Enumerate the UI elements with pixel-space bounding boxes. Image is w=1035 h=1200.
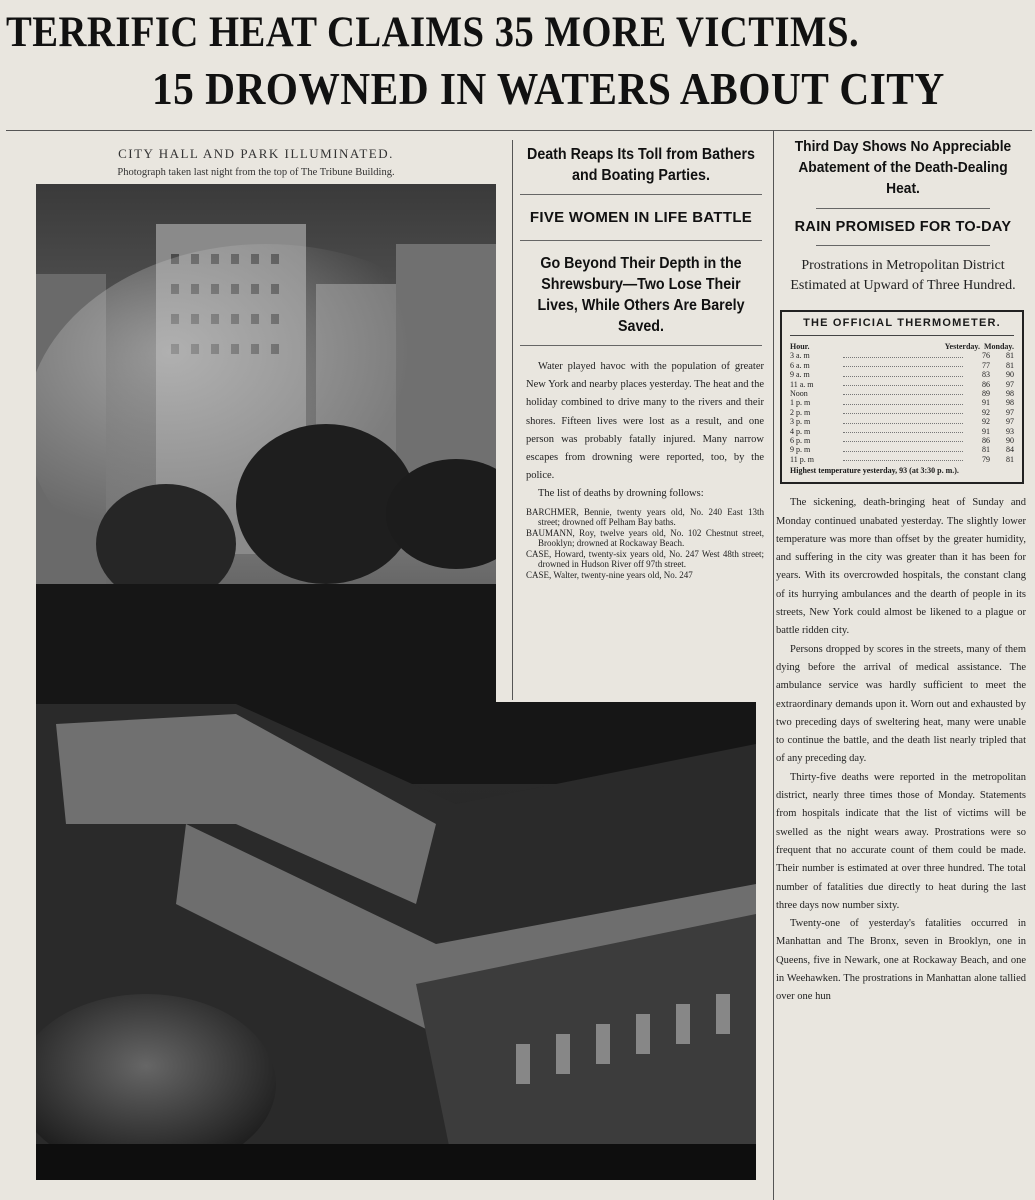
leader-dots (843, 398, 963, 404)
drowning-deck-2: FIVE WOMEN IN LIFE BATTLE (529, 209, 753, 226)
thermometer-yesterday-value: 86 (982, 379, 990, 389)
thermometer-yesterday-value: 92 (982, 407, 990, 417)
leader-dots (843, 380, 963, 386)
thermometer-monday-value: 81 (1006, 351, 1014, 361)
thermometer-monday-value: 84 (1006, 445, 1014, 455)
thermometer-row (790, 361, 1014, 370)
heat-deck-1: Third Day Shows No Appreciable Abatement of the Death-Dealing Heat. (794, 138, 1012, 197)
thermometer-hour: Noon (790, 389, 808, 399)
thermometer-row (790, 427, 1014, 436)
headline-primary: TERRIFIC HEAT CLAIMS 35 MORE VICTIMS. (6, 9, 860, 56)
victim-entry: CASE, Walter, twenty-nine years old, No. 247 (526, 569, 693, 580)
deck-divider (816, 245, 990, 246)
deck-divider (816, 208, 990, 209)
deck-divider (520, 345, 762, 346)
official-thermometer-box (780, 310, 1024, 484)
column-rule (773, 130, 774, 1200)
photo-credit: Photograph taken last night from the top of The Tribune Building. (117, 167, 395, 178)
thermometer-yesterday-value: 83 (982, 370, 990, 380)
deck-divider (520, 240, 762, 241)
thermometer-hour: 11 a. m (790, 379, 814, 389)
thermometer-row (790, 408, 1014, 417)
heat-paragraph: The sickening, death-bringing heat of Sunday and Monday continued unabated yesterday. The slightly lower temperature was more than offset by the greater humidity, and suffering in the city was greater than it has been for years. With its overcrowded hospitals, the constant clang of its hurrying ambulances and the dearth of people in its streets, New York could almost be likened to a plague or battle ridden city. (776, 497, 1026, 637)
thermometer-yesterday-value: 89 (982, 389, 990, 399)
thermometer-hour: 3 p. m (790, 417, 811, 427)
leader-dots (843, 427, 963, 433)
leader-dots (843, 370, 963, 376)
thermometer-monday-value: 98 (1006, 389, 1014, 399)
leader-dots (843, 361, 963, 367)
thermometer-header-row (790, 342, 1014, 351)
thermometer-yesterday-value: 92 (982, 417, 990, 427)
drowning-body: Water played havoc with the population of greater New York and nearby places yesterday. The heat and the holiday combined to drive many to the rivers and their shores. Fifteen lives were lost as a result, and one person was probably fatally injured. Many narrow escapes from drowning were reported, too, by the police. (526, 361, 764, 482)
thermometer-col-hour: Hour. (790, 342, 810, 351)
deck-divider (520, 194, 762, 195)
victim-entry: BARCHMER, Bennie, twenty years old, No. 240 East 13th street; drowned off Pelham Bay baths. (526, 506, 764, 528)
thermometer-col-monday: Monday. (983, 342, 1014, 351)
thermometer-row (790, 445, 1014, 454)
thermometer-row (790, 417, 1014, 426)
thermometer-monday-value: 81 (1006, 454, 1014, 464)
leader-dots (843, 351, 963, 357)
thermometer-yesterday-value: 77 (982, 360, 990, 370)
heat-deck-2: RAIN PROMISED FOR TO-DAY (794, 219, 1012, 235)
heat-paragraph: Thirty-five deaths were reported in the metropolitan district, nearly three times those of Monday. Statements from hospitals indicate that the list of victims will be swelled as the night wears away. Prostrations were so frequent that no accurate count of them could be made. Their number is estimated at over three hundred. The total number of fatalities due directly to heat during the last three days now number sixty. (776, 771, 1026, 911)
thermometer-row (790, 370, 1014, 379)
thermometer-monday-value: 98 (1006, 398, 1014, 408)
thermometer-row (790, 351, 1014, 360)
thermometer-hour: 11 p. m (790, 454, 814, 464)
drowning-story (512, 140, 770, 580)
thermometer-hour: 1 p. m (790, 398, 811, 408)
drowning-deck-3: Go Beyond Their Depth in the Shrewsbury—Two Lose Their Lives, While Others Are Barely Saved. (537, 255, 745, 335)
headline-secondary: 15 DROWNED IN WATERS ABOUT CITY (152, 63, 945, 114)
victim-entry: BAUMANN, Roy, twelve years old, No. 102 Chestnut street, Brooklyn; drowned at Rockaway Beach. (526, 527, 764, 549)
heat-deck-3: Prostrations in Metropolitan District Estimated at Upward of Three Hundred. (790, 258, 1016, 293)
headline-rule (6, 130, 1032, 131)
leader-dots (843, 408, 963, 414)
thermometer-title: THE OFFICIAL THERMOMETER. (790, 317, 1014, 336)
leader-dots (843, 436, 963, 442)
thermometer-note: Highest temperature yesterday, 93 (at 3:30 p. m.). (790, 466, 959, 476)
leader-dots (843, 389, 963, 395)
thermometer-rows (790, 351, 1014, 464)
thermometer-row (790, 455, 1014, 464)
thermometer-monday-value: 90 (1006, 370, 1014, 380)
thermometer-yesterday-value: 81 (982, 445, 990, 455)
heat-paragraph: Persons dropped by scores in the streets, many of them dying before the arrival of medical assistance. The ambulance service was hardly sufficient to meet the extraordinary demands upon it. Worn out and exhausted by two preceding days of sweltering heat, many were unable to continue the battle, and the death list nearly tripled that of any preceding day. (776, 643, 1026, 765)
thermometer-row (790, 389, 1014, 398)
thermometer-monday-value: 97 (1006, 407, 1014, 417)
thermometer-hour: 2 p. m (790, 407, 811, 417)
thermometer-monday-value: 97 (1006, 379, 1014, 389)
thermometer-row (790, 380, 1014, 389)
thermometer-yesterday-value: 79 (982, 454, 990, 464)
victim-list (526, 507, 764, 581)
thermometer-monday-value: 90 (1006, 436, 1014, 446)
drowning-list-intro: The list of deaths by drowning follows: (538, 488, 704, 500)
thermometer-yesterday-value: 91 (982, 398, 990, 408)
thermometer-hour: 6 p. m (790, 436, 811, 446)
thermometer-hour: 4 p. m (790, 426, 811, 436)
thermometer-hour: 3 a. m (790, 351, 810, 361)
thermometer-yesterday-value: 91 (982, 426, 990, 436)
drowning-deck-1: Death Reaps Its Toll from Bathers and Boating Parties. (527, 146, 755, 184)
leader-dots (843, 445, 963, 451)
thermometer-monday-value: 81 (1006, 360, 1014, 370)
thermometer-hour: 6 a. m (790, 360, 810, 370)
leader-dots (843, 455, 963, 461)
thermometer-row (790, 436, 1014, 445)
thermometer-row (790, 398, 1014, 407)
thermometer-monday-value: 93 (1006, 426, 1014, 436)
photo-caption: CITY HALL AND PARK ILLUMINATED. (118, 146, 394, 161)
thermometer-yesterday-value: 86 (982, 436, 990, 446)
thermometer-col-yesterday: Yesterday. (944, 342, 980, 351)
thermometer-yesterday-value: 76 (982, 351, 990, 361)
leader-dots (843, 417, 963, 423)
heat-story (776, 136, 1030, 1007)
victim-entry: CASE, Howard, twenty-six years old, No. 247 West 48th street; drowned in Hudson River off 97th street. (526, 548, 764, 570)
heat-paragraph: Twenty-one of yesterday's fatalities occurred in Manhattan and The Bronx, seven in Brooklyn, one in Queens, five in Newark, one at Rockaway Beach, and one in Weehawken. The prostrations in Manhattan alone tallied over one hun (776, 918, 1026, 1003)
thermometer-hour: 9 a. m (790, 370, 810, 380)
thermometer-monday-value: 97 (1006, 417, 1014, 427)
thermometer-hour: 9 p. m (790, 445, 811, 455)
